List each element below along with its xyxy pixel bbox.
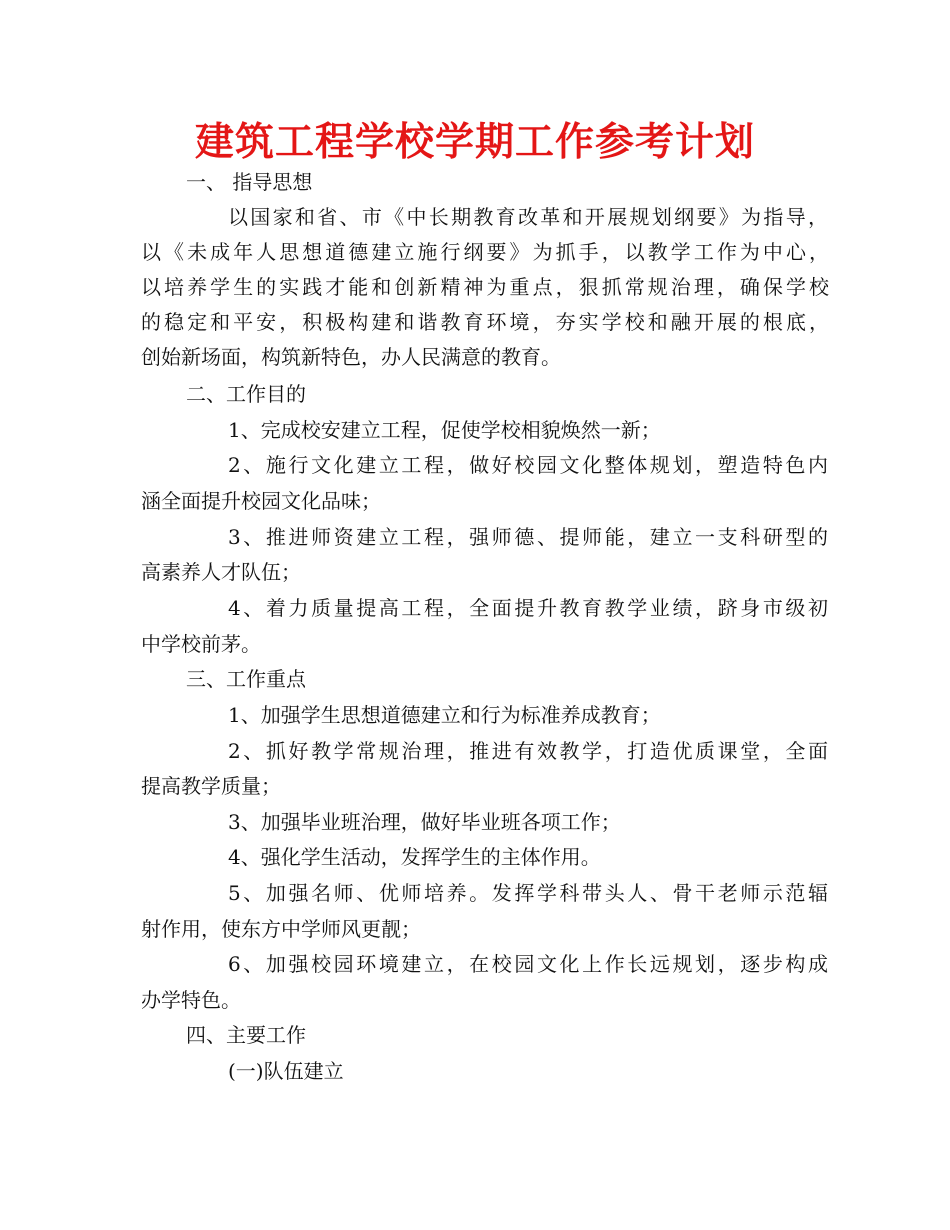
subsection-heading: (一)队伍建立	[228, 1059, 344, 1083]
list-item-continuation: 涵全面提升校园文化品味；	[141, 489, 381, 513]
document-title: 建筑工程学校学期工作参考计划	[194, 120, 755, 165]
list-item: 5、加强名师、优师培养。发挥学科带头人、骨干老师示范辐	[228, 881, 828, 905]
section-heading-goals: 二、工作目的	[186, 382, 306, 406]
paragraph-line: 以《未成年人思想道德建立施行纲要》为抓手，以教学工作为中心，	[141, 240, 829, 264]
list-item: 4、强化学生活动，发挥学生的主体作用。	[228, 845, 601, 869]
section-heading-main-work: 四、主要工作	[186, 1023, 306, 1047]
list-item: 2、施行文化建立工程，做好校园文化整体规划，塑造特色内	[228, 453, 828, 477]
paragraph-line: 创始新场面，构筑新特色，办人民满意的教育。	[141, 345, 561, 369]
list-item: 3、推进师资建立工程，强师德、提师能，建立一支科研型的	[228, 525, 828, 549]
paragraph-line: 的稳定和平安，积极构建和谐教育环境，夯实学校和融开展的根底，	[141, 310, 829, 334]
list-item-continuation: 提高教学质量；	[141, 774, 281, 798]
section-heading-key-points: 三、工作重点	[186, 667, 306, 691]
list-item: 3、加强毕业班治理，做好毕业班各项工作；	[228, 810, 621, 834]
section-heading-guiding-thought: 一、 指导思想	[186, 170, 313, 194]
list-item-continuation: 高素养人才队伍；	[141, 560, 301, 584]
list-item: 1、加强学生思想道德建立和行为标准养成教育；	[228, 703, 661, 727]
list-item: 1、完成校安建立工程，促使学校相貌焕然一新；	[228, 418, 661, 442]
paragraph-line: 以培养学生的实践才能和创新精神为重点，狠抓常规治理，确保学校	[141, 275, 829, 299]
list-item-continuation: 射作用，使东方中学师风更靓；	[141, 917, 421, 941]
list-item-continuation: 办学特色。	[141, 988, 241, 1012]
list-item-continuation: 中学校前茅。	[141, 632, 261, 656]
list-item: 2、抓好教学常规治理，推进有效教学，打造优质课堂，全面	[228, 739, 828, 763]
list-item: 4、着力质量提高工程，全面提升教育教学业绩，跻身市级初	[228, 596, 828, 620]
list-item: 6、加强校园环境建立，在校园文化上作长远规划，逐步构成	[228, 952, 828, 976]
paragraph-line: 以国家和省、市《中长期教育改革和开展规划纲要》为指导，	[228, 205, 828, 229]
